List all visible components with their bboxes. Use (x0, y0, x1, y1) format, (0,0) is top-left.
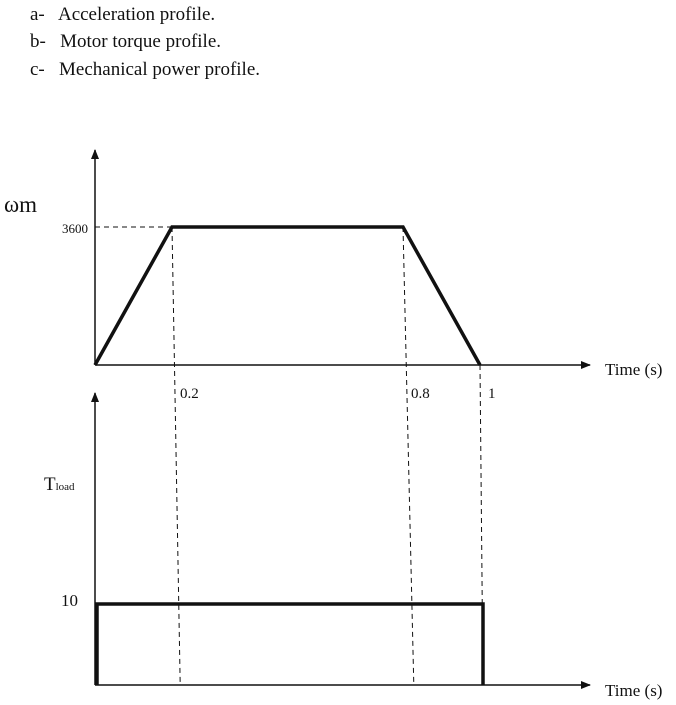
torque-y-label-main: T (44, 474, 56, 495)
torque-y-label (44, 474, 75, 495)
x-tick-label: 0.2 (180, 386, 199, 402)
speed-x-label: Time (s) (605, 360, 663, 379)
speed-profile-line (95, 227, 480, 365)
question-text: Mechanical power profile. (59, 59, 261, 80)
question-b (30, 31, 221, 53)
speed-y-tick: 3600 (62, 221, 88, 236)
torque-y-label-sub: load (55, 481, 75, 493)
speed-plot (95, 227, 480, 365)
time-guide-0.2 (172, 227, 180, 685)
question-a (30, 4, 215, 26)
question-c (30, 59, 260, 81)
speed-y-label: ωm (4, 192, 38, 217)
question-marker: b- (30, 31, 46, 52)
load-torque-line (97, 604, 483, 685)
x-tick-label: 1 (488, 386, 496, 402)
time-guide-0.8 (403, 227, 414, 685)
x-tick-label: 0.8 (411, 386, 430, 402)
torque-x-label: Time (s) (605, 681, 663, 700)
torque-y-tick: 10 (61, 591, 78, 610)
question-text: Acceleration profile. (57, 4, 216, 25)
torque-plot (97, 604, 483, 685)
question-text: Motor torque profile. (60, 31, 222, 52)
question-marker: c- (30, 59, 45, 80)
question-marker: a- (30, 4, 45, 25)
